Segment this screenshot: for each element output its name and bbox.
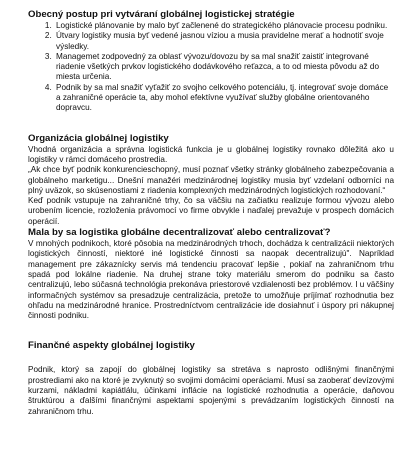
- organization-quote: „Ak chce byť podnik konkurencieschopný, musí poznať všetky stránky globálneho zabezpečovania a globálneho marketigu... Dnešní manažéri medzinárodnej logistiky musia byť vzdelaní odborníci na plný uväzok, so skúsenostiami z riadenia komplexných medzinárodných logistických rozhodovaní.“: [28, 165, 394, 195]
- spacer: [28, 321, 394, 340]
- section-heading-organization: Organizácia globálnej logistiky: [28, 132, 169, 144]
- document-page: [28, 9, 394, 417]
- spacer: [28, 352, 394, 365]
- organization-paragraph: Keď podnik vstupuje na zahraničné trhy, čo sa väčšiu na začiatku realizuje formou vývozu alebo urobením licencie, rozloženia právomocí vo firme obvykle i naďalej prevažuje v prospech domácich operácií.: [28, 196, 394, 226]
- section-heading-finance: Finančné aspekty globálnej logistiky: [28, 340, 195, 352]
- strategy-steps-list: [28, 21, 394, 114]
- strategy-step: 1. Logistické plánovanie by malo byť začlenené do strategického plánovacie procesu podniku.: [54, 21, 394, 31]
- spacer: [28, 114, 394, 133]
- strategy-step: 2. Útvary logistiky musia byť vedené jasnou víziou a musia pravidelne merať a hodnotiť svoje výsledky.: [54, 31, 394, 52]
- strategy-step: 4. Podnik by sa mal snažiť vyťažiť zo svojho celkového potenciálu, tj. integrovať svoje domáce a zahraničné operácie ta, aby mohol efektívne využívať služby globálne orientovaného dopravcu.: [54, 83, 394, 114]
- strategy-step: 3. Managemet zodpovedný za oblasť vývozu/dovozu by sa mal snažiť zaistiť integrované riadenie všetkých prvkov logistického dodávkového reťazca, a to od miesta pôvodu až do miesta určenia.: [54, 52, 394, 83]
- section-heading-strategy: Obecný postup pri vytváraní globálnej logistickej stratégie: [28, 9, 295, 20]
- centralization-paragraph: V mnohých podnikoch, ktoré pôsobia na medzinárodných trhoch, dochádza k centralizácii niektorých logistických činností, niektoré iné logistické činnosti sa naopak decentralizujú". Napríklad management pre zákaznícky servis má tendenciu pracovať lepšie , pokiaľ na zahraničnom trhu spadá pod lokálne riadenie. Na druhej strane toky materiálu smerom do podniku sa často centralizujú, lebo súčasná technológia prekonáva priestorové vzdialenosti bez problémov. I u väčšiny informačných systémov sa presadzuje centralizácia, pretože to umožňuje príjímať rozhodnutia bez ohľadu na medzinárodné hranice. Prostredníctvom centralizácie ide dosiahnuť i úspory pri nákupnej činnosti podniku.: [28, 239, 394, 321]
- finance-paragraph: Podnik, ktorý sa zapojí do globálnej logistiky sa stretáva s naprosto odlišnými finančnými prostrediami ako na ktoré je zvyknutý so svojimi domácimi operáciami. Musí sa zaoberať devízovými kurzami, nákladmi kapiátlálu, účinkami inflácie na logistické rozhodnutia a operácie, daňovou štruktúrou a ďalšími finančnými aspektami spojenými s prevádzaním logistických činností na zahraničnom trhu.: [28, 365, 394, 416]
- organization-paragraph: Vhodná organizácia a správna logistická funkcia je u globálnej logistiky rovnako dôležitá ako u logistiky v rámci domáceho prostredia.: [28, 144, 394, 164]
- section-heading-centralization: Mala by sa logistika globálne decentralizovať alebo centralizovať?: [28, 227, 331, 239]
